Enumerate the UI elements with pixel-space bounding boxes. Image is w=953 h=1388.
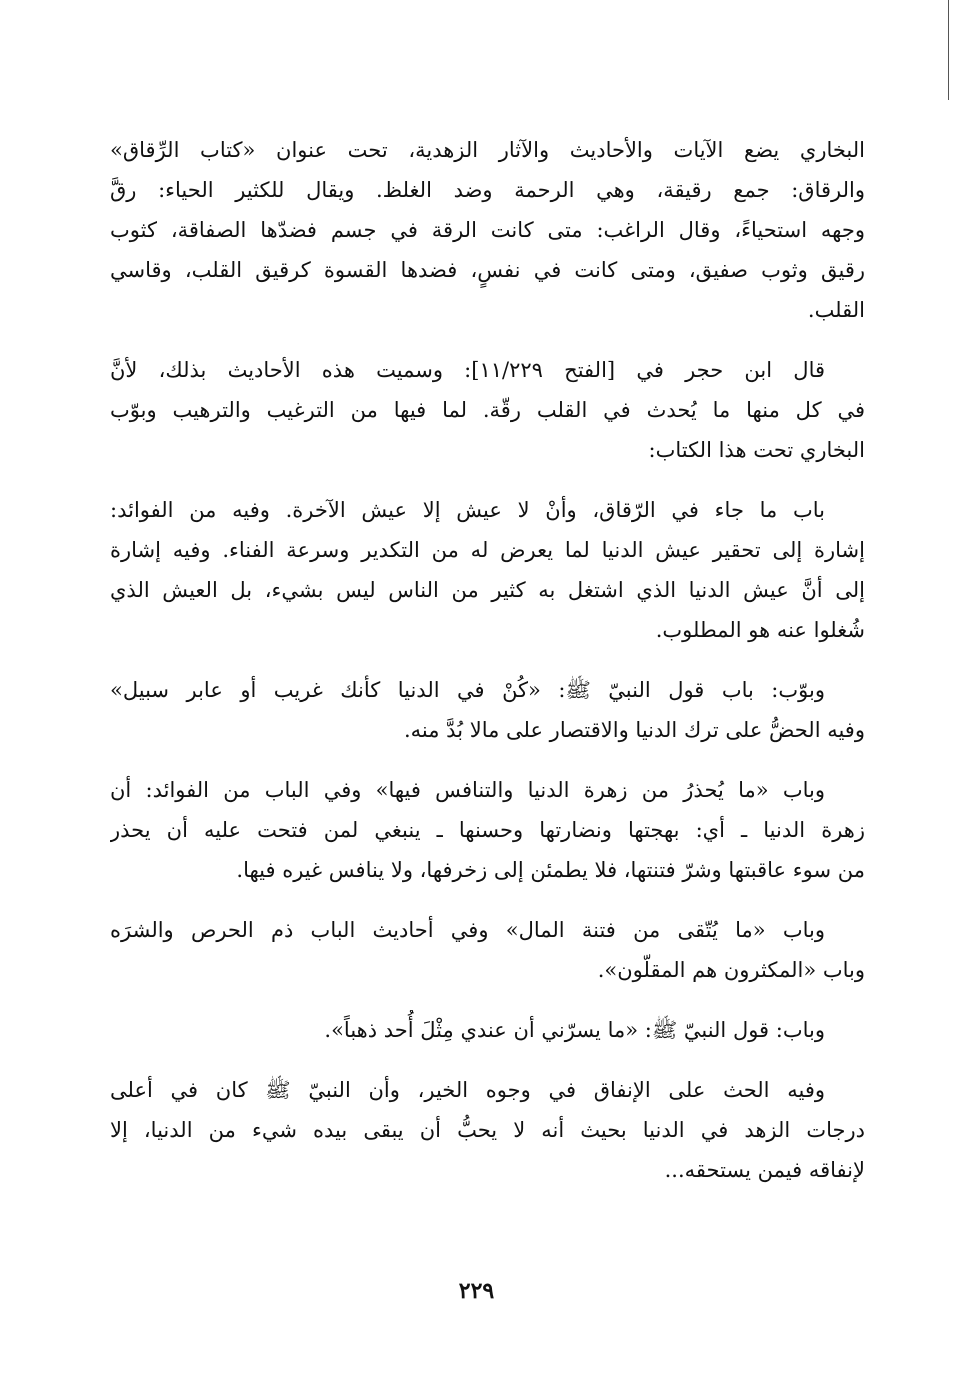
paragraph-line: وباب «المكثرون هم المقلّون». [597, 958, 865, 982]
paragraph-line: إلى أنَّ عيش الدنيا الذي اشتغل به كثير من الناس ليس بشيء، بل العيش الذي [110, 578, 865, 602]
paragraph-line: والرقاق: جمع رقيقة، وهي الرحمة وضد الغلظ. ويقال للكثير الحياء: رقَّ [110, 178, 865, 202]
paragraph-7 [110, 1010, 865, 1050]
paragraph-line: وجهه استحياءً، وقال الراغب: متى كانت الرقة في جسم فضدّها الصفاقة، كثوب [110, 218, 865, 242]
page-body [110, 130, 865, 1210]
paragraph-line: البخاري يضع الآيات والأحاديث والآثار الزهدية، تحت عنوان «كتاب الرِّقاق» [110, 138, 865, 162]
paragraph-line: لإنفاقه فيمن يستحقه... [664, 1158, 865, 1182]
paragraph-3 [110, 490, 865, 650]
paragraph-2 [110, 350, 865, 470]
scan-edge-line [948, 0, 949, 100]
paragraph-line: إشارة إلى تحقير عيش الدنيا لما يعرض له من التكدير وسرعة الفناء. وفيه إشارة [110, 538, 865, 562]
paragraph-line: القلب. [807, 298, 865, 322]
paragraph-line: في كل منها ما يُحدث في القلب رقّة. لما فيها من الترغيب والترهيب وبوّب [110, 398, 865, 422]
paragraph-line: وفيه الحث على الإنفاق في وجوه الخير، وأن النبيّ ﷺ كان في أعلى [110, 1078, 825, 1102]
paragraph-5 [110, 770, 865, 890]
paragraph-8 [110, 1070, 865, 1190]
paragraph-line: شُغلوا عنه هو المطلوب. [655, 618, 865, 642]
paragraph-line: وباب «ما يُتّقى من فتنة المال» وفي أحاديث الباب ذم الحرص والشرَه [110, 918, 825, 942]
paragraph-line: زهرة الدنيا ـ أي: بهجتها ونضارتها وحسنها ـ ينبغي لمن فتحت عليه أن يحذر [110, 818, 865, 842]
paragraph-line: قال ابن حجر في [الفتح ١١/٢٢٩]: وسميت هذه الأحاديث بذلك، لأنَّ [110, 358, 825, 382]
paragraph-6 [110, 910, 865, 990]
paragraph-4 [110, 670, 865, 750]
paragraph-line: رقيق وثوب صفيق، ومتى كانت في نفسٍ، فضدها القسوة كرقيق القلب، وقاسي [110, 258, 865, 282]
paragraph-1 [110, 130, 865, 330]
page-number: ٢٢٩ [458, 1278, 495, 1304]
paragraph-line: من سوء عاقبتها وشرّ فتنتها، فلا يطمئن إلى زخرفها، ولا ينافس غيره فيها. [236, 858, 865, 882]
paragraph-line: وفيه الحضُّ على ترك الدنيا والاقتصار على مالا بُدَّ منه. [403, 718, 865, 742]
paragraph-line: وبوّب: باب قول النبيّ ﷺ: «كُنْ في الدنيا كأنك غريب أو عابر سبيل» [110, 678, 825, 702]
paragraph-line: البخاري تحت هذا الكتاب: [648, 438, 865, 462]
paragraph-line: وباب «ما يُحذرُ من زهرة الدنيا والتنافس فيها» وفي الباب من الفوائد: أن [110, 778, 825, 802]
paragraph-line: درجات الزهد في الدنيا بحيث أنه لا يحبُّ أن يبقى بيده شيء من الدنيا، إلا [110, 1118, 865, 1142]
paragraph-line: وباب: قول النبيّ ﷺ: «ما يسرّني أن عندي مِثْلَ أُحد ذهباً». [324, 1018, 825, 1042]
paragraph-line: باب ما جاء في الرّقاق، وأنْ لا عيش إلا عيش الآخرة. وفيه من الفوائد: [110, 498, 825, 522]
